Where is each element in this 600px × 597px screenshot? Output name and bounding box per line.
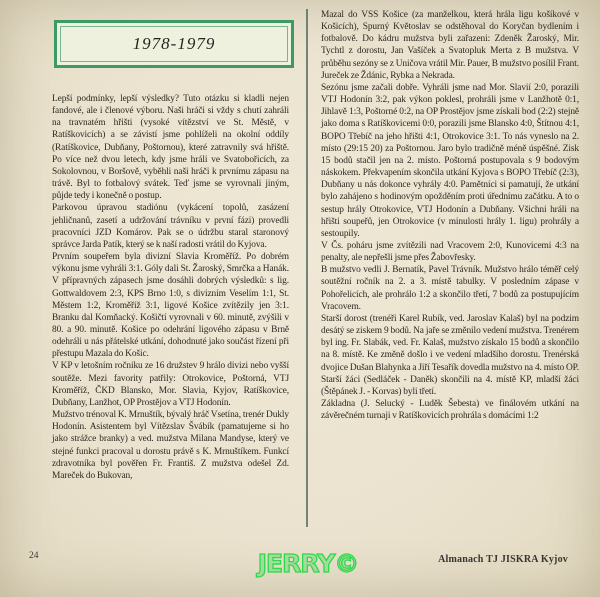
paragraph: Základna (J. Selucký - Luděk Šebesta) ve finálovém utkání na závěrečném turnaji v Ratíškovicích prohrála s domácími 1:2 [321,399,579,422]
paragraph: Prvním soupeřem byla divizní Slavia Kroměříž. Po dobrém výkonu jsme vyhráli 3:1. Góly dali St. Žaroský, Smrčka a Hanák. V přípravných zápasech jsme dosáhli dobrých výsledků: s lig. Gottwaldovem 2:3, KPS Brno 1:0, s divizním Veselím 1:1, St. Městem 1:2, Kroměříž 3:1, ligové Košice zvítězily jen 3:1. Branku dal Komňacký. Košičtí vyrovnali v 60. minutě, zvýšili v 80. a 90. minutě. Košice po odehrání ligového zápasu v Brně odehráli u nás přátelské utkání, dohodnuté jako součást řízení při přestupu Mazala do Košic. [52,252,289,360]
title-box [54,20,294,68]
title-box-inner-border [60,26,288,62]
column-divider [306,9,308,527]
page-number: 24 [29,551,39,561]
paragraph: Sezónu jsme začali dobře. Vyhráli jsme nad Mor. Slavií 2:0, porazili VTJ Hodonín 3:2, pak výkon poklesl, prohráli jsme v Lanžhotě 0:1, Jihlavě 1:3, Poštorné 0:2, na OP Prostějov jsme získali bod (2:2) stejně jako doma s Ratíškovicemi 0:0, porazili jsme Blansko 4:0, Štítnou 4:1, BOPO Třebíč na jeho hřišti 4:1, Otrokovice 3:1. To nás vyneslo na 2. místo (29:15 20) za Poštornou. Jaro bylo tradičně méně úspěšné. Zisk 15 bodů stačil jen na 2. místo. Poštorná postupovala s 9 bodovým náskokem. Překvapením skončila utkání Kyjova s BOPO Třebíč (2:3), Dubňany u nás dokonce vyhrály 4:0. Pamětníci si pamatují, že utkání bylo zahájeno s hodinovým opožděním proti úřednímu začátku. A to o sestup hrály Otrokovice, VTJ Hodonín a Dubňany. Všichni hráli na hřišti soupeřů, jen Otrokovice (v minulosti hrály 1. ligu) prohrály a sestoupily. [321,82,579,239]
paragraph: V Čs. poháru jsme zvítězili nad Vracovem 2:0, Kunovicemi 4:3 na penalty, ale nepřešli jsme přes Žabovřesky. [321,240,579,264]
paragraph: Starší dorost (trenéři Karel Rubík, ved. Jaroslav Kalaš) byl na podzim desátý se ziskem 9 bodů. Na jaře se změnilo vedení mužstva. Trenérem byl ing. Fr. Slabák, ved. Fr. Kalaš, mužstvo získalo 15 bodů a skončilo na 8. místě. Ke změně došlo i ve vedení mladšího dorostu. Trenérská dvojice Dušan Blahynka a Jiří Tesařík dovedla mužstvo na 4. místo OP. Starší žáci (Sedláček - Daněk) skončili na 4. místě KP, mladší žáci (Štěpánek J. - Korvas) byli třetí. [321,313,579,397]
jerry-logo-text: JERRY© [257,548,359,578]
paragraph: Mužstvo trénoval K. Mrnuštík, bývalý hráč Vsetína, trenér Dukly Hodonín. Asistentem byl Vítězslav Švábík (pamatujeme si ho jako strážce branky) a ved. mužstva Milana Mandyse, který ve stejné funkci pracoval u dorostu právě s K. Mrnuštíkem. Funkcí zdravotníka byl pověřen Fr. Františ. Z mužstva odešel Zd. Mareček do Bukovan, [52,410,289,481]
almanac-credit: Almanach TJ JISKRA Kyjov [438,554,568,565]
paragraph: Parkovou úpravou stadiónu (vykácení topolů, zasázení jehličnanů, zasetí a udržování trávníku v první fázi) provedli pracovníci JZD Komárov. Pak se o údržbu staral staronový správce Jarda Patík, který se k naší radosti vrátil do Kyjova. [52,203,289,250]
right-column [321,9,579,422]
paragraph: V KP v letošním ročníku ze 16 družstev 9 hrálo divizi nebo vyšší soutěže. Mezi favority patřily: Otrokovice, Poštorná, VTJ Kroměříž, ČKD Blansko, Mor. Slavia, Kyjov, Ratíškovice, Dubňany, Lanžhot, OP Prostějov a VTJ Hodonín. [52,361,289,408]
publisher-logo [238,548,378,578]
paragraph: Mazal do VSS Košice (za manželkou, která hrála ligu košíkové v Košicích), Spurný Květoslav se odstěhoval do Koryčan bydlením i fotbalově. Do kádru mužstva byli zařazeni: Zdeněk Žaroský, Mir. Tychtl z dorostu, Jan Vašíček a Svatopluk Merta z B mužstva. V průběhu sezóny se z Uničova vrátil Mir. Pauer, B mužstvo posílil Frant. Jureček ze Ždánic, Rybka a Nekrada. [321,10,579,81]
page-title: 1978-1979 [132,34,216,53]
paragraph: B mužstvo vedli J. Bernatík, Pavel Trávník. Mužstvo hrálo téměř celý soutěžní ročník na 2. a 3. místě tabulky. V posledním zápase v Pohořelicích, ale prohrálo 1:2 a skončilo třetí, 7 bodů za postupujícím Vracovem. [321,265,579,312]
paragraph: Lepší podmínky, lepší výsledky? Tuto otázku si kladli nejen fandové, ale i členové výboru. Naši hráči si vždy s chutí zahráli na travnatém hřišti (vysoké vítězství ve St. Městě, v Ratíškovicích) a se závistí jsme pohlíželi na okolní oddíly (Ratíškovice, Dubňany, Poštornou), které zatravnily svá hřiště. Po více než dvou letech, kdy jsme hráli ve Svatobořicích, za Sokolovnou, v Boršově, vyběhli naši hráči k prvnímu zápasu na trávě. Byl to fotbalový svátek. Teď jsme se vyrovnali jiným, půjde tedy i konečně o postup. [52,94,289,202]
left-column [52,93,289,482]
